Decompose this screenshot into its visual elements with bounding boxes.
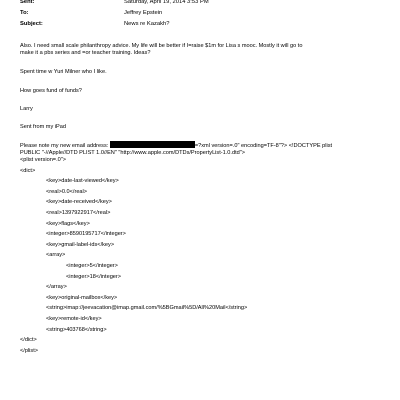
signature: Larry <box>20 106 33 112</box>
body-line: How goes fund of funds? <box>20 88 82 94</box>
xml-line: <key>gmail-label-ids</key> <box>46 241 115 248</box>
xml-line: </plist> <box>20 347 39 354</box>
xml-line: </dict> <box>20 337 37 344</box>
xml-line: <real>1397922917</real> <box>46 209 111 216</box>
xml-line: <array> <box>46 252 66 259</box>
note-line: PUBLIC "-//Apple//DTD PLIST 1.0//EN" "http://www.apple.com/DTDs/PropertyList-1.0.dtd"> <box>20 149 245 156</box>
xml-line: <key>date-received</key> <box>46 199 112 206</box>
note-prefix: Please note my new email address: <box>20 143 110 149</box>
xml-line: <key>flags</key> <box>46 220 90 227</box>
body-line: make it a pbs series and =or teacher training. Ideas? <box>20 49 151 56</box>
redaction-bar <box>110 141 195 148</box>
sent-label: Sent: <box>20 0 35 5</box>
to-row <box>20 10 162 17</box>
xml-line: <integer>8590195717</integer> <box>46 231 126 238</box>
xml-line: <string>403768</string> <box>46 326 107 333</box>
sent-from-line: Sent from my iPad <box>20 124 67 130</box>
to-value: Jeffrey Epstein <box>124 10 163 16</box>
xml-line: </array> <box>46 284 67 291</box>
xml-line: <integer>18</integer> <box>66 273 122 280</box>
xml-block <box>20 155 390 356</box>
subject-row <box>20 21 169 28</box>
body-line: Also. I need small scale philanthropy advice. My life will be better if I=raise $1m for Lisa s mooc. Mostly it will go to <box>20 43 303 49</box>
xml-line: <integer>5</integer> <box>66 262 118 269</box>
note-suffix: =?xml version=.0" encoding=TF-8"?> <!DOCTYPE plist <box>194 143 333 149</box>
subject-value: News re Kazakh? <box>124 21 170 27</box>
sent-row <box>20 0 209 6</box>
sent-value: Saturday, April 19, 2014 3:53 PM <box>124 0 209 5</box>
subject-label: Subject: <box>20 21 43 27</box>
xml-line: <real>0.0</real> <box>46 188 88 195</box>
xml-line: <plist version=.0"> <box>20 157 66 163</box>
note-line <box>20 141 390 150</box>
to-label: To: <box>20 10 29 16</box>
email-body <box>20 43 390 57</box>
xml-line: <key>remote-id</key> <box>46 315 102 322</box>
xml-line: <dict> <box>20 167 36 174</box>
body-line: Spent time w Yuri Milner who I like. <box>20 69 107 75</box>
xml-line: <key>date-last-viewed</key> <box>46 178 119 185</box>
xml-line: <key>original-mailbox</key> <box>46 294 118 301</box>
xml-line: <string>imap://jeevacation@imap.gmail.com/%5BGmail%5D/All%20Mail</string> <box>46 305 248 312</box>
